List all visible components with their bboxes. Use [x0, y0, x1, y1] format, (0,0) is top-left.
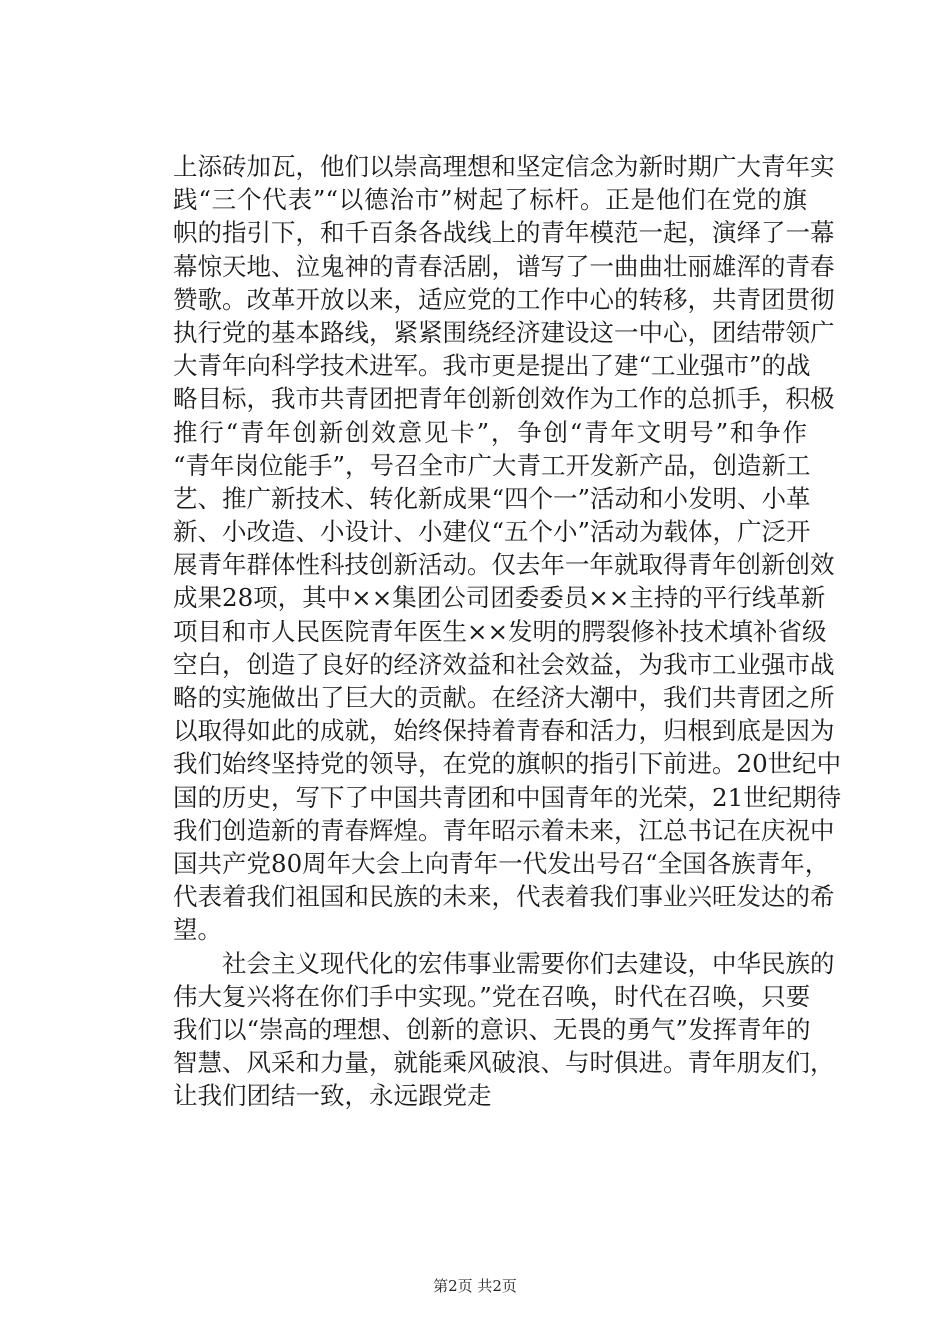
text-line: 项目和市人民医院青年医生××发明的腭裂修补技术填补省级 [173, 616, 827, 646]
text-line: 大青年向科学技术进军。我市更是提出了建“工业强市”的战 [173, 351, 811, 381]
text-line: 略的实施做出了巨大的贡献。在经济大潮中，我们共青团之所 [173, 683, 835, 712]
document-body [173, 150, 842, 1112]
text-line: 上添砖加瓦，他们以崇高理想和坚定信念为新时期广大青年实 [173, 152, 835, 181]
text-line: 我们创造新的青春辉煌。青年昭示着未来，江总书记在庆祝中 [173, 815, 835, 845]
text-line: 伟大复兴将在你们手中实现。”党在召唤，时代在召唤，只要 [173, 981, 811, 1011]
text-line: 成果28项，其中××集团公司团委委员××主持的平行线革新 [173, 583, 826, 613]
page-number-label: 第2页 共2页 [433, 1277, 517, 1295]
text-line: 社会主义现代化的宏伟事业需要你们去建设，中华民族的 [222, 948, 835, 978]
text-line: 国共产党80周年大会上向青年一代发出号召“全国各族青年， [173, 848, 830, 878]
text-line: “青年岗位能手”，号召全市广大青工开发新产品，创造新工 [173, 450, 811, 480]
text-line: 赞歌。改革开放以来，适应党的工作中心的转移，共青团贯彻 [173, 284, 835, 314]
page-footer [0, 1276, 950, 1296]
text-line: 让我们团结一致，永远跟党走 [173, 1081, 492, 1111]
text-line: 以取得如此的成就，始终保持着青春和活力，归根到底是因为 [173, 716, 835, 746]
text-line: 代表着我们祖国和民族的未来，代表着我们事业兴旺发达的希 [173, 882, 835, 912]
text-line: 幕惊天地、泣鬼神的青春活剧，谱写了一曲曲壮丽雄浑的青春 [173, 251, 835, 281]
text-line: 我们始终坚持党的领导，在党的旗帜的指引下前进。20世纪中 [173, 749, 842, 779]
paragraph-1 [173, 150, 842, 947]
text-line: 推行“青年创新创效意见卡”，争创“青年文明号”和争作 [173, 417, 807, 447]
text-line: 践“三个代表”“以德治市”树起了标杆。正是他们在党的旗 [173, 185, 807, 215]
text-line: 帜的指引下，和千百条各战线上的青年模范一起，演绎了一幕 [173, 218, 835, 248]
text-line: 望。 [173, 915, 222, 945]
text-line: 新、小改造、小设计、小建仪“五个小”活动为载体，广泛开 [173, 517, 811, 547]
text-line: 空白，创造了良好的经济效益和社会效益，为我市工业强市战 [173, 649, 835, 679]
text-line: 略目标，我市共青团把青年创新创效作为工作的总抓手，积极 [173, 384, 835, 414]
text-line: 智慧、风采和力量，就能乘风破浪、与时俱进。青年朋友们， [173, 1048, 835, 1078]
text-line: 艺、推广新技术、转化新成果“四个一”活动和小发明、小革 [173, 483, 811, 513]
text-line: 国的历史，写下了中国共青团和中国青年的光荣，21世纪期待 [173, 782, 842, 812]
paragraph-2 [173, 947, 835, 1113]
text-line: 我们以“崇高的理想、创新的意识、无畏的勇气”发挥青年的 [173, 1014, 811, 1044]
text-line: 执行党的基本路线，紧紧围绕经济建设这一中心，团结带领广 [173, 317, 835, 347]
text-line: 展青年群体性科技创新活动。仅去年一年就取得青年创新创效 [173, 550, 835, 580]
